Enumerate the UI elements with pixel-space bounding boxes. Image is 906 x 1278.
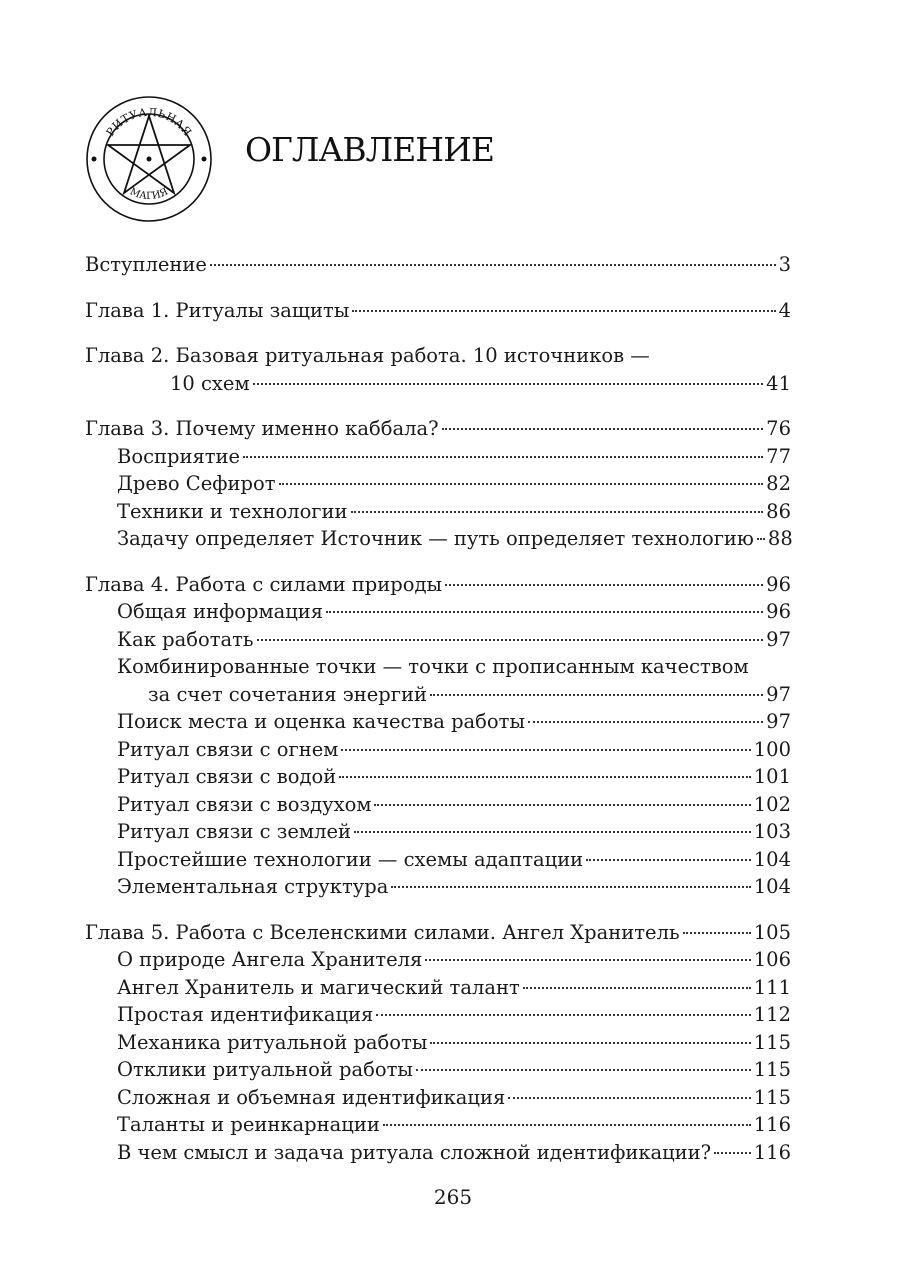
entry-title: Глава 5. Работа с Вселенскими силами. Ангел Хранитель bbox=[85, 920, 680, 944]
toc-chapter bbox=[85, 919, 791, 1167]
dot-leader bbox=[445, 584, 763, 586]
entry-page-number: 82 bbox=[766, 472, 791, 495]
dot-leader bbox=[683, 932, 751, 934]
entry-row bbox=[117, 1084, 791, 1112]
entry-page-number: 96 bbox=[766, 600, 791, 623]
entry-row bbox=[117, 470, 791, 498]
entry-title: Простейшие технологии — схемы адаптации bbox=[117, 847, 584, 871]
entry-title: Глава 3. Почему именно каббала? bbox=[85, 417, 439, 440]
entry-page-number: 41 bbox=[766, 371, 791, 395]
entry-title: Общая информация bbox=[117, 600, 324, 623]
entry-page-number: 104 bbox=[753, 847, 791, 871]
toc-chapter bbox=[85, 297, 791, 325]
entry-title: Ритуал связи с огнем bbox=[117, 737, 339, 761]
entry-title: Элементальная структура bbox=[117, 875, 389, 898]
entry-page-number: 112 bbox=[753, 1003, 791, 1026]
page-number: 265 bbox=[433, 1185, 473, 1209]
toc-subentry[interactable] bbox=[85, 763, 791, 791]
toc-chapter-entry[interactable] bbox=[85, 297, 791, 325]
toc-subentry[interactable] bbox=[85, 1001, 791, 1029]
dot-leader bbox=[352, 310, 775, 312]
toc-chapter bbox=[85, 251, 791, 279]
table-of-contents bbox=[85, 251, 791, 1166]
entry-page-number: 111 bbox=[753, 975, 791, 999]
dot-leader bbox=[376, 1014, 750, 1016]
dot-leader bbox=[326, 611, 763, 613]
entry-row bbox=[117, 681, 791, 709]
entry-title: Древо Сефирот bbox=[117, 472, 276, 495]
entry-row bbox=[117, 708, 791, 736]
toc-subentry[interactable] bbox=[85, 525, 791, 553]
dot-leader bbox=[391, 886, 750, 888]
dot-leader bbox=[442, 428, 764, 430]
entry-title: Таланты и реинкарнации bbox=[117, 1113, 380, 1136]
toc-subentry[interactable] bbox=[85, 653, 791, 708]
dot-leader bbox=[528, 721, 763, 723]
entry-row bbox=[117, 1029, 791, 1057]
dot-leader bbox=[586, 859, 751, 861]
entry-page-number: 96 bbox=[766, 572, 791, 596]
entry-row bbox=[117, 1139, 791, 1167]
entry-page-number: 116 bbox=[753, 1140, 791, 1164]
entry-title: 10 схем bbox=[170, 371, 250, 395]
entry-page-number: 106 bbox=[753, 948, 791, 971]
entry-row bbox=[117, 1001, 791, 1029]
page-title: ОГЛАВЛЕНИЕ bbox=[245, 130, 494, 170]
entry-page-number: 115 bbox=[753, 1058, 791, 1081]
toc-subentry[interactable] bbox=[85, 1139, 791, 1167]
entry-title: Глава 1. Ритуалы защиты bbox=[85, 298, 350, 322]
dot-leader bbox=[257, 639, 764, 641]
entry-page-number: 97 bbox=[766, 710, 791, 733]
toc-subentry[interactable] bbox=[85, 443, 791, 471]
toc-subentry[interactable] bbox=[85, 498, 791, 526]
entry-title: Задачу определяет Источник — путь определяет технологию bbox=[117, 527, 754, 550]
toc-chapter-entry[interactable] bbox=[85, 919, 791, 947]
ritual-magic-logo bbox=[84, 94, 214, 224]
entry-row bbox=[85, 919, 791, 947]
dot-leader bbox=[523, 987, 751, 989]
dot-leader bbox=[416, 1069, 751, 1071]
entry-row bbox=[117, 1111, 791, 1139]
entry-title: за счет сочетания энергий bbox=[148, 682, 427, 706]
dot-leader bbox=[374, 804, 750, 806]
entry-page-number: 4 bbox=[778, 298, 791, 322]
entry-title: Восприятие bbox=[117, 444, 241, 468]
entry-row bbox=[85, 370, 791, 398]
entry-title: Техники и технологии bbox=[117, 499, 348, 523]
toc-subentry[interactable] bbox=[85, 708, 791, 736]
entry-page-number: 104 bbox=[753, 875, 791, 898]
dot-leader bbox=[243, 456, 763, 458]
toc-subentry[interactable] bbox=[85, 626, 791, 654]
entry-title: Ритуал связи с водой bbox=[117, 765, 337, 788]
dot-leader bbox=[339, 776, 751, 778]
entry-page-number: 77 bbox=[766, 444, 791, 468]
dot-leader bbox=[210, 264, 776, 266]
toc-subentry[interactable] bbox=[85, 946, 791, 974]
dot-leader bbox=[383, 1124, 751, 1126]
entry-title: В чем смысл и задача ритуала сложной идентификации? bbox=[117, 1140, 712, 1164]
toc-chapter-entry[interactable] bbox=[85, 571, 791, 599]
entry-title-line: Комбинированные точки — точки с прописанным качеством bbox=[117, 655, 749, 678]
entry-row bbox=[117, 498, 791, 526]
dot-leader bbox=[430, 694, 763, 696]
entry-row bbox=[117, 873, 791, 901]
toc-subentry[interactable] bbox=[85, 873, 791, 901]
entry-title: Вступление bbox=[85, 253, 207, 276]
dot-leader bbox=[253, 383, 764, 385]
entry-page-number: 116 bbox=[753, 1113, 791, 1136]
entry-row bbox=[85, 251, 791, 279]
entry-page-number: 88 bbox=[767, 527, 793, 550]
entry-title: Простая идентификация bbox=[117, 1003, 374, 1026]
entry-row bbox=[117, 946, 791, 974]
entry-title: Сложная и объемная идентификация bbox=[117, 1085, 506, 1109]
toc-chapter-entry[interactable] bbox=[85, 415, 791, 443]
entry-title: О природе Ангела Хранителя bbox=[117, 948, 423, 971]
toc-chapter-entry[interactable] bbox=[85, 251, 791, 279]
toc-subentry[interactable] bbox=[85, 1029, 791, 1057]
entry-page-number: 102 bbox=[753, 792, 791, 816]
entry-row bbox=[117, 626, 791, 654]
entry-page-number: 115 bbox=[753, 1030, 791, 1054]
dot-leader bbox=[351, 511, 764, 513]
dot-leader bbox=[425, 959, 750, 961]
dot-leader bbox=[354, 831, 751, 833]
toc-subentry[interactable] bbox=[85, 598, 791, 626]
dot-leader bbox=[714, 1152, 751, 1154]
entry-row bbox=[117, 974, 791, 1002]
entry-row bbox=[117, 1056, 791, 1084]
toc-subentry[interactable] bbox=[85, 791, 791, 819]
entry-row bbox=[117, 443, 791, 471]
entry-page-number: 97 bbox=[766, 627, 791, 651]
entry-row bbox=[85, 415, 791, 443]
toc-chapter bbox=[85, 571, 791, 901]
dot-leader bbox=[341, 749, 750, 751]
entry-page-number: 103 bbox=[753, 820, 791, 843]
entry-row bbox=[117, 846, 791, 874]
entry-title: Ритуал связи с землей bbox=[117, 820, 352, 843]
entry-page-number: 101 bbox=[753, 765, 791, 788]
entry-title: Ангел Хранитель и магический талант bbox=[117, 975, 520, 999]
entry-page-number: 3 bbox=[778, 253, 791, 276]
entry-row bbox=[117, 525, 791, 553]
toc-subentry[interactable] bbox=[85, 470, 791, 498]
toc-subentry[interactable] bbox=[85, 736, 791, 764]
svg-text:МАГИЯ: МАГИЯ bbox=[128, 186, 171, 203]
entry-row bbox=[117, 818, 791, 846]
entry-row bbox=[117, 763, 791, 791]
entry-page-number: 97 bbox=[766, 682, 791, 706]
toc-subentry[interactable] bbox=[85, 846, 791, 874]
entry-row bbox=[85, 571, 791, 599]
dot-leader bbox=[430, 1042, 750, 1044]
entry-page-number: 105 bbox=[753, 920, 791, 944]
entry-page-number: 86 bbox=[766, 499, 791, 523]
dot-leader bbox=[508, 1097, 751, 1099]
entry-page-number: 115 bbox=[753, 1085, 791, 1109]
entry-title: Поиск места и оценка качества работы bbox=[117, 710, 525, 733]
entry-title: Ритуал связи с воздухом bbox=[117, 792, 372, 816]
toc-subentry[interactable] bbox=[85, 1111, 791, 1139]
entry-row bbox=[117, 791, 791, 819]
toc-subentry[interactable] bbox=[85, 1084, 791, 1112]
entry-title-line: Глава 2. Базовая ритуальная работа. 10 источников — bbox=[85, 344, 650, 367]
toc-subentry[interactable] bbox=[85, 818, 791, 846]
toc-chapter bbox=[85, 342, 791, 397]
toc-subentry[interactable] bbox=[85, 974, 791, 1002]
svg-text:РИТУАЛЬНАЯ: РИТУАЛЬНАЯ bbox=[103, 105, 195, 139]
entry-title: Глава 4. Работа с силами природы bbox=[85, 572, 443, 596]
dot-leader bbox=[757, 538, 765, 540]
toc-chapter bbox=[85, 415, 791, 553]
entry-title: Механика ритуальной работы bbox=[117, 1030, 428, 1054]
entry-row bbox=[117, 598, 791, 626]
entry-row bbox=[85, 297, 791, 325]
entry-title: Отклики ритуальной работы bbox=[117, 1058, 413, 1081]
entry-page-number: 76 bbox=[766, 417, 791, 440]
toc-chapter-entry[interactable] bbox=[85, 342, 791, 397]
entry-title: Как работать bbox=[117, 627, 254, 651]
entry-page-number: 100 bbox=[753, 737, 791, 761]
dot-leader bbox=[279, 483, 764, 485]
toc-subentry[interactable] bbox=[85, 1056, 791, 1084]
entry-row bbox=[117, 736, 791, 764]
